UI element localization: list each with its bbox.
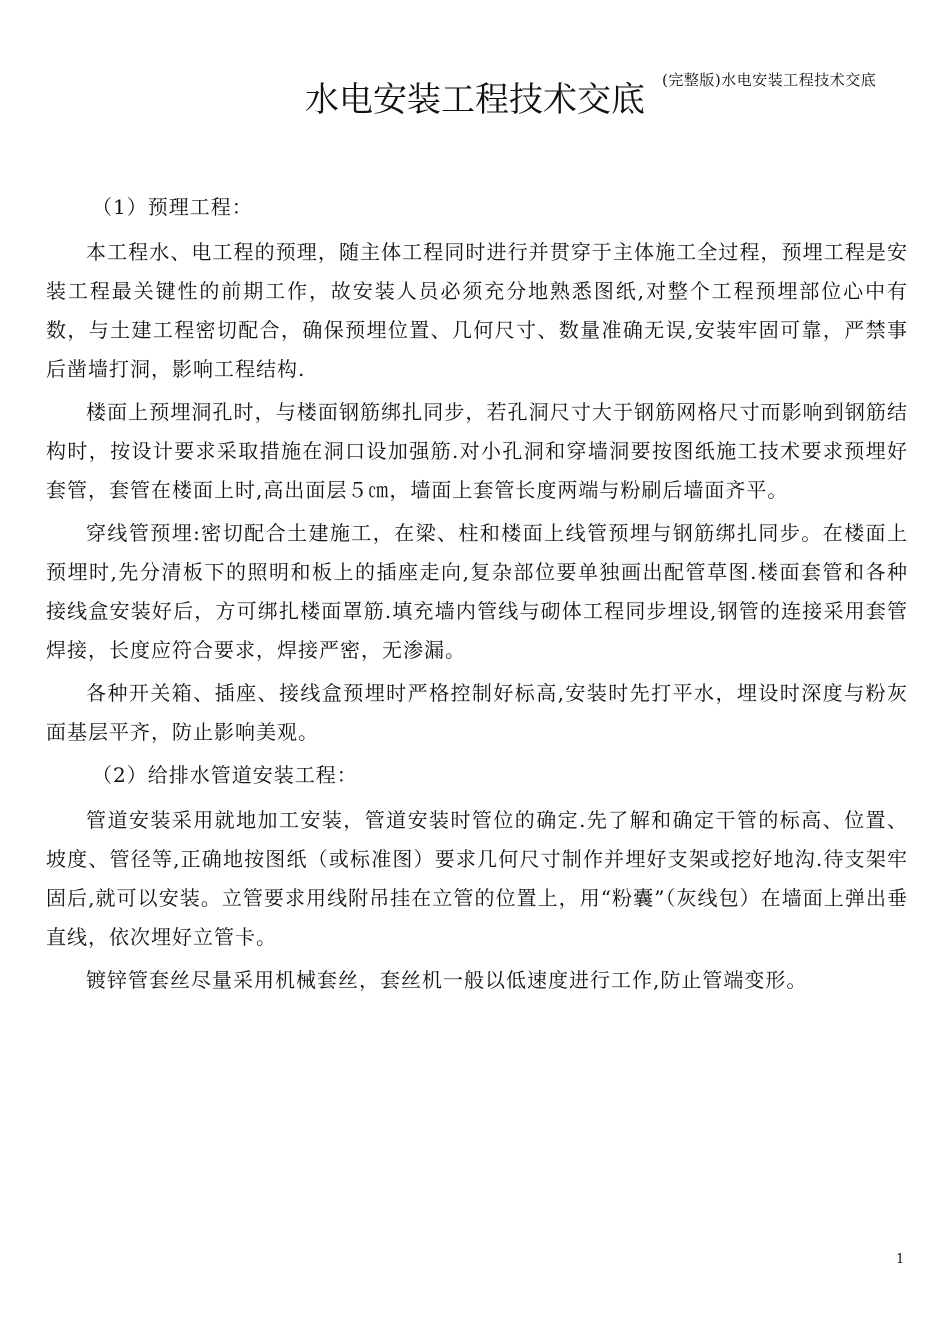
section-heading-plumbing: （2）给排水管道安装工程： <box>92 763 358 787</box>
paragraph-galvanized-threading: 镀锌管套丝尽量采用机械套丝，套丝机一般以低速度进行工作,防止管端变形。 <box>86 968 808 992</box>
paragraph-floor-openings: 楼面上预埋洞孔时，与楼面钢筋绑扎同步，若孔洞尺寸大于钢筋网格尺寸而影响到钢筋结构时，按设计要求采取措施在洞口设加强筋.对小孔洞和穿墙洞要按图纸施工技术要求预埋好套管，套管在楼面上时,高出面层５㎝，墙面上套管长度两端与粉刷后墙面齐平。 <box>46 400 908 502</box>
paragraph-switch-boxes: 各种开关箱、插座、接线盒预埋时严格控制好标高,安装时先打平水，埋设时深度与粉灰面基层平齐，防止影响美观。 <box>46 681 908 744</box>
paragraph-embedded-overview: 本工程水、电工程的预理，随主体工程同时进行并贯穿于主体施工全过程，预埋工程是安装工程最关键性的前期工作，故安装人员必须充分地熟悉图纸,对整个工程预埋部位心中有数，与土建工程密切配合，确保预埋位置、几何尺寸、数量准确无误,安装牢固可靠，严禁事后凿墙打洞，影响工程结构. <box>46 240 908 381</box>
paragraph-pipe-installation: 管道安装采用就地加工安装，管道安装时管位的确定.先了解和确定干管的标高、位置、坡度、管径等,正确地按图纸（或标准图）要求几何尺寸制作并埋好支架或挖好地沟.待支架牢固后,就可以安装。立管要求用线附吊挂在立管的位置上，用“粉囊”（灰线包）在墙面上弹出垂直线，依次埋好立管卡。 <box>46 808 908 949</box>
paragraph-conduit-embedding: 穿线管预埋:密切配合土建施工，在梁、柱和楼面上线管预埋与钢筋绑扎同步。在楼面上预埋时,先分清板下的照明和板上的插座走向,复杂部位要单独画出配管草图.楼面套管和各种接线盒安装好后，方可绑扎楼面罩筋.填充墙内管线与砌体工程同步埋设,钢管的连接采用套管焊接，长度应符合要求，焊接严密，无渗漏。 <box>46 521 908 662</box>
page-number: 1 <box>896 1252 905 1267</box>
header-note: (完整版)水电安装工程技术交底 <box>662 71 877 89</box>
document-body <box>46 188 908 1004</box>
document-title: 水电安装工程技术交底 <box>305 80 645 120</box>
section-heading-embedded-works: （1）预理工程： <box>92 195 253 219</box>
